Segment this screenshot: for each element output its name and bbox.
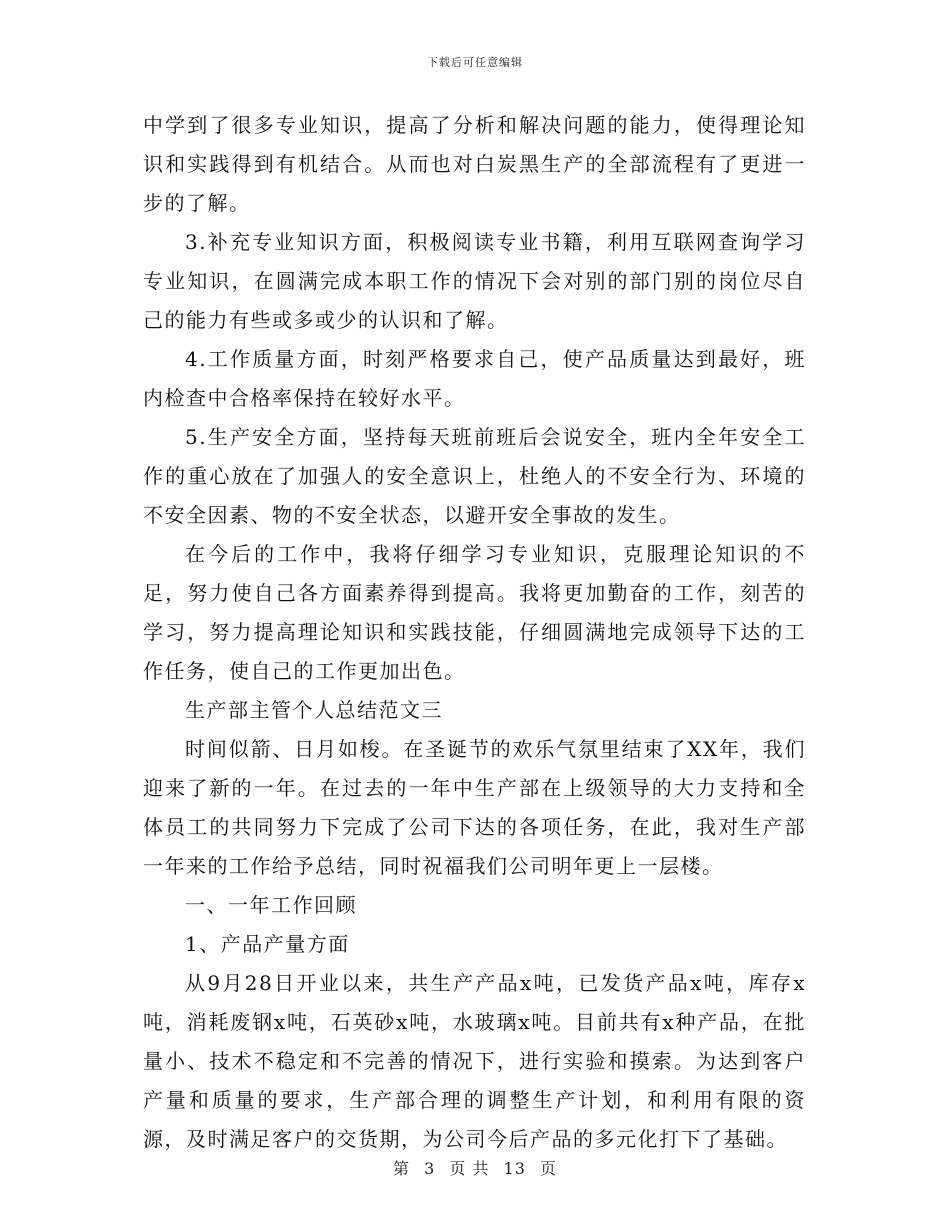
footer-middle: 页 共 bbox=[449, 1159, 490, 1178]
footer-suffix: 页 bbox=[540, 1159, 558, 1178]
section-title: 生产部主管个人总结范文三 bbox=[185, 698, 443, 722]
document-body bbox=[143, 106, 806, 1159]
paragraph-continuation: 中学到了很多专业知识，提高了分析和解决问题的能力，使得理论知识和实践得到有机结合。从而也对白炭黑生产的全部流程有了更进一步的了解。 bbox=[143, 113, 806, 215]
page-footer bbox=[0, 1156, 950, 1179]
paragraph-intro: 时间似箭、日月如梭。在圣诞节的欢乐气氛里结束了XX年，我们迎来了新的一年。在过去的一年中生产部在上级领导的大力支持和全体员工的共同努力下完成了公司下达的各项任务，在此，我对生产部一年来的工作给予总结，同时祝福我们公司明年更上一层楼。 bbox=[143, 737, 806, 878]
footer-prefix: 第 bbox=[392, 1159, 410, 1178]
header-note: 下载后可任意编辑 bbox=[427, 56, 523, 69]
subsection-heading: 1、产品产量方面 bbox=[185, 932, 350, 956]
paragraph-item-4: 4.工作质量方面，时刻严格要求自己，使产品质量达到最好，班内检查中合格率保持在较好水平。 bbox=[143, 347, 806, 410]
footer-total-pages: 13 bbox=[503, 1159, 526, 1178]
footer-page-number: 3 bbox=[424, 1159, 436, 1178]
paragraph-production: 从9月28日开业以来，共生产产品x吨，已发货产品x吨，库存x吨，消耗废钢x吨，石英砂x吨，水玻璃x吨。目前共有x种产品，在批量小、技术不稳定和不完善的情况下，进行实验和摸索。为达到客户产量和质量的要求，生产部合理的调整生产计划，和利用有限的资源，及时满足客户的交货期，为公司今后产品的多元化打下了基础。 bbox=[143, 971, 806, 1151]
paragraph-item-5: 5.生产安全方面，坚持每天班前班后会说安全，班内全年安全工作的重心放在了加强人的安全意识上，杜绝人的不安全行为、环境的不安全因素、物的不安全状态，以避开安全事故的发生。 bbox=[143, 425, 806, 527]
paragraph-item-3: 3.补充专业知识方面，积极阅读专业书籍，利用互联网查询学习专业知识，在圆满完成本职工作的情况下会对别的部门别的岗位尽自己的能力有些或多或少的认识和了解。 bbox=[143, 230, 806, 332]
paragraph-future-plan: 在今后的工作中，我将仔细学习专业知识，克服理论知识的不足，努力使自己各方面素养得到提高。我将更加勤奋的工作，刻苦的学习，努力提高理论知识和实践技能，仔细圆满地完成领导下达的工作任务，使自己的工作更加出色。 bbox=[143, 542, 806, 683]
section-heading: 一、一年工作回顾 bbox=[185, 893, 357, 917]
